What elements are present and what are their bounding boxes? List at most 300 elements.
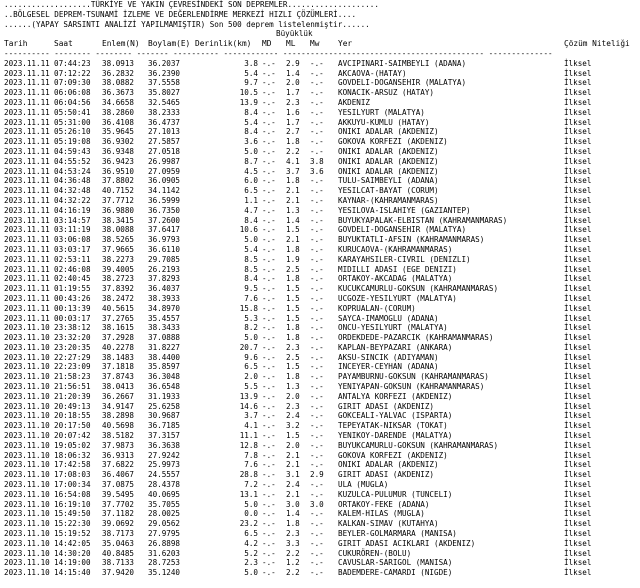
cell-date: 2023.11.10 — [4, 558, 50, 568]
cell-md: -.- — [262, 146, 276, 156]
cell-solution: İlksel — [564, 342, 592, 352]
cell-date: 2023.11.11 — [4, 117, 50, 127]
table-row — [0, 59, 640, 69]
cell-latitude: 36.4067 — [102, 470, 135, 480]
cell-location: ONIKI ADALAR (AKDENIZ) — [338, 460, 439, 470]
cell-md: -.- — [262, 215, 276, 225]
cell-solution: İlksel — [564, 489, 592, 499]
cell-date: 2023.11.11 — [4, 127, 50, 137]
cell-latitude: 40.8485 — [102, 548, 135, 558]
cell-depth: 8.5 — [244, 254, 258, 264]
cell-location: BEYLER-GOLMARMARA (MANISA) — [338, 529, 457, 539]
cell-solution: İlksel — [564, 293, 592, 303]
cell-md: -.- — [262, 274, 276, 284]
cell-depth: 6.5 — [244, 362, 258, 372]
cell-location: AKCAOVA-(HATAY) — [338, 68, 407, 78]
cell-time: 14:42:05 — [54, 538, 91, 548]
cell-solution: İlksel — [564, 460, 592, 470]
cell-location: KAYNAR-(KAHRAMANMARAS) — [338, 195, 439, 205]
cell-md: -.- — [262, 489, 276, 499]
cell-depth: 6.0 — [244, 176, 258, 186]
header-institution: ..BÖLGESEL DEPREM-TSUNAMİ İZLEME VE DEĞERLENDİRME MERKEZİ HIZLI ÇÖZÜMLERİ.... — [4, 9, 357, 19]
cell-solution: İlksel — [564, 97, 592, 107]
cell-solution: İlksel — [564, 391, 592, 401]
cell-location: YESILCAT-BAYAT (CORUM) — [338, 186, 439, 196]
cell-longitude: 40.0695 — [148, 489, 181, 499]
cell-location: AKSU-SINCIK (ADIYAMAN) — [338, 352, 439, 362]
cell-date: 2023.11.11 — [4, 166, 50, 176]
cell-date: 2023.11.11 — [4, 293, 50, 303]
cell-location: GOVDELI-DOGANSEHIR (MALATYA) — [338, 78, 467, 88]
cell-depth: 3.6 — [244, 137, 258, 147]
cell-date: 2023.11.11 — [4, 225, 50, 235]
cell-time: 20:17:50 — [54, 421, 91, 431]
cell-ml: 2.2 — [286, 548, 300, 558]
cell-longitude: 36.9793 — [148, 235, 181, 245]
cell-mw: -.- — [310, 127, 324, 137]
cell-location: KAPLAN-BEYPAZARI (ANKARA) — [338, 342, 453, 352]
cell-solution: İlksel — [564, 529, 592, 539]
table-row — [0, 137, 640, 147]
cell-depth: 8.4 — [244, 215, 258, 225]
cell-md: -.- — [262, 391, 276, 401]
cell-date: 2023.11.10 — [4, 450, 50, 460]
cell-solution: İlksel — [564, 303, 592, 313]
cell-ml: 1.3 — [286, 382, 300, 392]
cell-longitude: 27.9242 — [148, 450, 181, 460]
cell-depth: 0.0 — [244, 509, 258, 519]
cell-depth: 9.5 — [244, 284, 258, 294]
cell-date: 2023.11.10 — [4, 470, 50, 480]
table-row — [0, 402, 640, 412]
cell-location: YESILOVA-ISLAHIYE (GAZIANTEP) — [338, 205, 471, 215]
cell-md: -.- — [262, 186, 276, 196]
cell-solution: İlksel — [564, 499, 592, 509]
cell-md: -.- — [262, 254, 276, 264]
cell-ml: 2.1 — [286, 460, 300, 470]
cell-depth: 23.2 — [239, 519, 258, 529]
cell-location: AVCIPINARI-SAIMBEYLI (ADANA) — [338, 58, 467, 68]
cell-solution: İlksel — [564, 352, 592, 362]
cell-date: 2023.11.11 — [4, 244, 50, 254]
table-row — [0, 88, 640, 98]
cell-solution: İlksel — [564, 431, 592, 441]
cell-time: 04:16:19 — [54, 205, 91, 215]
cell-latitude: 34.6658 — [102, 97, 135, 107]
cell-mw: 3.0 — [310, 499, 324, 509]
cell-latitude: 38.0413 — [102, 382, 135, 392]
cell-md: -.- — [262, 538, 276, 548]
cell-mw: -.- — [310, 88, 324, 98]
cell-time: 05:50:41 — [54, 107, 91, 117]
cell-solution: İlksel — [564, 509, 592, 519]
cell-md: -.- — [262, 137, 276, 147]
cell-date: 2023.11.11 — [4, 274, 50, 284]
cell-time: 07:12:22 — [54, 68, 91, 78]
cell-longitude: 36.0905 — [148, 176, 181, 186]
cell-longitude: 36.7185 — [148, 421, 181, 431]
cell-solution: İlksel — [564, 58, 592, 68]
table-row — [0, 558, 640, 568]
cell-depth: 10.5 — [239, 88, 258, 98]
cell-solution: İlksel — [564, 519, 592, 529]
cell-longitude: 38.2333 — [148, 107, 181, 117]
cell-location: ONCU-YESILYURT (MALATYA) — [338, 323, 448, 333]
cell-depth: 5.4 — [244, 244, 258, 254]
cell-time: 04:55:52 — [54, 156, 91, 166]
cell-time: 05:19:08 — [54, 137, 91, 147]
cell-time: 20:18:55 — [54, 411, 91, 421]
cell-location: PAYAMBURNU-GOKSUN (KAHRAMANMARAS) — [338, 372, 489, 382]
cell-depth: 20.7 — [239, 342, 258, 352]
table-row — [0, 235, 640, 245]
cell-longitude: 32.5465 — [148, 97, 181, 107]
cell-ml: 1.5 — [286, 284, 300, 294]
cell-ml: 2.2 — [286, 146, 300, 156]
cell-longitude: 27.1013 — [148, 127, 181, 137]
cell-time: 07:44:23 — [54, 58, 91, 68]
cell-depth: 5.4 — [244, 68, 258, 78]
cell-md: -.- — [262, 293, 276, 303]
cell-ml: 3.3 — [286, 538, 300, 548]
table-row — [0, 127, 640, 137]
cell-mw: -.- — [310, 480, 324, 490]
cell-time: 21:20:39 — [54, 391, 91, 401]
table-row — [0, 314, 640, 324]
cell-solution: İlksel — [564, 137, 592, 147]
cell-md: -.- — [262, 127, 276, 137]
cell-location: BUYUKTATLI-AFSIN (KAHRAMANMARAS) — [338, 235, 485, 245]
cell-md: -.- — [262, 411, 276, 421]
cell-longitude: 38.3933 — [148, 293, 181, 303]
cell-depth: 8.2 — [244, 323, 258, 333]
cell-date: 2023.11.11 — [4, 254, 50, 264]
cell-mw: 3.8 — [310, 156, 324, 166]
cell-longitude: 27.9795 — [148, 529, 181, 539]
cell-mw: -.- — [310, 568, 324, 578]
cell-date: 2023.11.10 — [4, 411, 50, 421]
cell-solution: İlksel — [564, 538, 592, 548]
cell-latitude: 38.3415 — [102, 215, 135, 225]
cell-time: 16:19:10 — [54, 499, 91, 509]
cell-mw: -.- — [310, 421, 324, 431]
col-cozum: Çözüm Niteliği — [564, 39, 630, 49]
cell-longitude: 37.2600 — [148, 215, 181, 225]
cell-location: YENIKOY-DARENDE (MALATYA) — [338, 431, 453, 441]
cell-location: ONIKI ADALAR (AKDENIZ) — [338, 166, 439, 176]
cell-latitude: 40.5698 — [102, 421, 135, 431]
cell-mw: -.- — [310, 313, 324, 323]
table-row — [0, 167, 640, 177]
cell-location: KURUCAOVA-(KAHRAMANMARAS) — [338, 244, 453, 254]
cell-mw: -.- — [310, 431, 324, 441]
cell-latitude: 37.0875 — [102, 480, 135, 490]
cell-latitude: 38.1483 — [102, 352, 135, 362]
cell-latitude: 36.9302 — [102, 137, 135, 147]
cell-solution: İlksel — [564, 205, 592, 215]
cell-ml: 1.8 — [286, 137, 300, 147]
cell-mw: -.- — [310, 440, 324, 450]
cell-location: ONIKI ADALAR (AKDENIZ) — [338, 156, 439, 166]
cell-solution: İlksel — [564, 274, 592, 284]
cell-mw: -.- — [310, 225, 324, 235]
cell-date: 2023.11.10 — [4, 391, 50, 401]
cell-time: 07:09:30 — [54, 78, 91, 88]
cell-mw: -.- — [310, 391, 324, 401]
cell-md: -.- — [262, 97, 276, 107]
cell-longitude: 30.9687 — [148, 411, 181, 421]
table-row — [0, 245, 640, 255]
cell-longitude: 37.6417 — [148, 225, 181, 235]
header-notice: ......(YAPAY SARSINTI ANALİZİ YAPILMAMIŞTIR) Son 500 deprem listelenmiştir...... — [4, 19, 370, 29]
cell-longitude: 25.6258 — [148, 401, 181, 411]
table-row — [0, 460, 640, 470]
table-row — [0, 323, 640, 333]
cell-time: 04:59:43 — [54, 146, 91, 156]
cell-mw: -.- — [310, 97, 324, 107]
header-rule: ---------- -------- -------- ------- ---------- ------------ -------------------------------------------- -------------- — [4, 48, 553, 58]
cell-md: -.- — [262, 333, 276, 343]
cell-depth: 7.6 — [244, 460, 258, 470]
cell-latitude: 37.7702 — [102, 499, 135, 509]
cell-depth: 5.5 — [244, 382, 258, 392]
cell-mw: -.- — [310, 264, 324, 274]
cell-longitude: 27.0959 — [148, 166, 181, 176]
cell-location: ORTAKOY-AKCADAG (MALATYA) — [338, 274, 453, 284]
cell-md: -.- — [262, 421, 276, 431]
cell-date: 2023.11.10 — [4, 372, 50, 382]
cell-longitude: 36.4737 — [148, 117, 181, 127]
cell-location: GOKCEALI-YALVAC (ISPARTA) — [338, 411, 453, 421]
column-header-row — [0, 39, 640, 49]
cell-ml: 1.7 — [286, 117, 300, 127]
cell-depth: 15.8 — [239, 303, 258, 313]
table-row — [0, 333, 640, 343]
cell-mw: -.- — [310, 254, 324, 264]
cell-solution: İlksel — [564, 421, 592, 431]
cell-time: 01:19:55 — [54, 284, 91, 294]
cell-time: 03:03:17 — [54, 244, 91, 254]
cell-location: BUYUKYAPALAK-ELBISTAN (KAHRAMANMARAS) — [338, 215, 508, 225]
cell-latitude: 37.2928 — [102, 333, 135, 343]
cell-date: 2023.11.10 — [4, 362, 50, 372]
cell-depth: 13.9 — [239, 97, 258, 107]
cell-solution: İlksel — [564, 254, 592, 264]
table-row — [0, 431, 640, 441]
cell-mw: -.- — [310, 323, 324, 333]
cell-mw: -.- — [310, 244, 324, 254]
cell-location: GIRIT ADASI ACIKLARI (AKDENIZ) — [338, 538, 476, 548]
cell-time: 15:22:30 — [54, 519, 91, 529]
cell-latitude: 40.7152 — [102, 186, 135, 196]
cell-time: 04:32:48 — [54, 186, 91, 196]
cell-md: -.- — [262, 205, 276, 215]
cell-ml: 1.5 — [286, 303, 300, 313]
cell-latitude: 37.9873 — [102, 440, 135, 450]
table-row — [0, 108, 640, 118]
table-row — [0, 147, 640, 157]
cell-longitude: 36.4037 — [148, 284, 181, 294]
cell-longitude: 36.5999 — [148, 195, 181, 205]
cell-mw: -.- — [310, 146, 324, 156]
cell-ml: 1.5 — [286, 225, 300, 235]
col-enlem: Enlem(N) — [102, 39, 140, 49]
cell-longitude: 35.8027 — [148, 88, 181, 98]
cell-date: 2023.11.10 — [4, 519, 50, 529]
cell-longitude: 24.5557 — [148, 470, 181, 480]
table-row — [0, 274, 640, 284]
cell-md: -.- — [262, 58, 276, 68]
table-row — [0, 206, 640, 216]
cell-depth: 7.6 — [244, 293, 258, 303]
cell-longitude: 36.6548 — [148, 382, 181, 392]
cell-depth: 7.8 — [244, 450, 258, 460]
cell-md: -.- — [262, 244, 276, 254]
cell-depth: 5.4 — [244, 117, 258, 127]
cell-longitude: 31.1933 — [148, 391, 181, 401]
cell-solution: İlksel — [564, 146, 592, 156]
table-row — [0, 382, 640, 392]
cell-longitude: 35.4557 — [148, 313, 181, 323]
cell-ml: 1.5 — [286, 293, 300, 303]
cell-solution: İlksel — [564, 127, 592, 137]
cell-latitude: 40.5615 — [102, 303, 135, 313]
cell-time: 02:46:08 — [54, 264, 91, 274]
cell-md: -.- — [262, 156, 276, 166]
table-row — [0, 451, 640, 461]
cell-location: KOPRUALAN-(CORUM) — [338, 303, 416, 313]
cell-time: 15:19:52 — [54, 529, 91, 539]
cell-time: 05:31:00 — [54, 117, 91, 127]
cell-solution: İlksel — [564, 166, 592, 176]
cell-mw: -.- — [310, 529, 324, 539]
cell-md: -.- — [262, 519, 276, 529]
table-row — [0, 519, 640, 529]
cell-ml: 1.8 — [286, 244, 300, 254]
cell-depth: 8.4 — [244, 274, 258, 284]
cell-date: 2023.11.11 — [4, 58, 50, 68]
cell-location: ORTAKOY-FEKE (ADANA) — [338, 499, 430, 509]
cell-ml: 2.0 — [286, 391, 300, 401]
header-title: ...................TÜRKİYE VE YAKIN ÇEVRESİNDEKİ SON DEPREMLER.................... — [4, 0, 379, 9]
cell-ml: 2.3 — [286, 401, 300, 411]
cell-time: 04:53:24 — [54, 166, 91, 176]
cell-location: GIRIT ADASI (AKDENIZ) — [338, 401, 435, 411]
cell-longitude: 28.4378 — [148, 480, 181, 490]
cell-time: 06:04:56 — [54, 97, 91, 107]
cell-depth: 8.7 — [244, 156, 258, 166]
cell-depth: 5.0 — [244, 568, 258, 578]
cell-depth: 6.5 — [244, 186, 258, 196]
cell-ml: 2.5 — [286, 352, 300, 362]
cell-md: -.- — [262, 558, 276, 568]
col-saat: Saat — [54, 39, 73, 49]
cell-latitude: 38.0088 — [102, 225, 135, 235]
cell-latitude: 36.9880 — [102, 205, 135, 215]
cell-latitude: 35.9645 — [102, 127, 135, 137]
cell-ml: 3.1 — [286, 470, 300, 480]
cell-mw: -.- — [310, 460, 324, 470]
cell-md: -.- — [262, 382, 276, 392]
cell-ml: 2.3 — [286, 529, 300, 539]
cell-time: 22:27:29 — [54, 352, 91, 362]
cell-latitude: 39.0692 — [102, 519, 135, 529]
table-row — [0, 529, 640, 539]
cell-solution: İlksel — [564, 401, 592, 411]
cell-depth: 8.4 — [244, 107, 258, 117]
cell-solution: İlksel — [564, 333, 592, 343]
cell-depth: 10.6 — [239, 225, 258, 235]
cell-ml: 2.0 — [286, 78, 300, 88]
cell-solution: İlksel — [564, 411, 592, 421]
cell-depth: 2.0 — [244, 372, 258, 382]
cell-mw: -.- — [310, 382, 324, 392]
cell-solution: İlksel — [564, 568, 592, 578]
cell-depth: 5.3 — [244, 313, 258, 323]
cell-md: -.- — [262, 176, 276, 186]
cell-date: 2023.11.11 — [4, 264, 50, 274]
table-row — [0, 118, 640, 128]
cell-ml: 1.5 — [286, 313, 300, 323]
cell-solution: İlksel — [564, 88, 592, 98]
cell-mw: 3.6 — [310, 166, 324, 176]
cell-ml: 1.4 — [286, 509, 300, 519]
cell-latitude: 37.2765 — [102, 313, 135, 323]
cell-depth: 5.0 — [244, 146, 258, 156]
cell-location: AKDENIZ — [338, 97, 371, 107]
cell-md: -.- — [262, 225, 276, 235]
cell-ml: 2.7 — [286, 127, 300, 137]
cell-ml: 2.0 — [286, 440, 300, 450]
cell-depth: 3.8 — [244, 58, 258, 68]
cell-md: -.- — [262, 509, 276, 519]
table-row — [0, 353, 640, 363]
table-row — [0, 490, 640, 500]
cell-latitude: 39.4005 — [102, 264, 135, 274]
cell-date: 2023.11.11 — [4, 303, 50, 313]
cell-time: 14:19:00 — [54, 558, 91, 568]
cell-depth: 8.5 — [244, 264, 258, 274]
cell-time: 16:54:08 — [54, 489, 91, 499]
cell-ml: 3.2 — [286, 421, 300, 431]
cell-time: 23:38:12 — [54, 323, 91, 333]
cell-longitude: 38.4400 — [148, 352, 181, 362]
cell-time: 20:07:42 — [54, 431, 91, 441]
cell-mw: -.- — [310, 411, 324, 421]
buyukluk-label: Büyüklük — [276, 29, 313, 39]
cell-date: 2023.11.11 — [4, 156, 50, 166]
cell-location: GIRIT ADASI (AKDENIZ) — [338, 470, 435, 480]
cell-latitude: 36.3673 — [102, 88, 135, 98]
cell-latitude: 37.1818 — [102, 362, 135, 372]
cell-time: 02:40:45 — [54, 274, 91, 284]
cell-ml: 3.7 — [286, 166, 300, 176]
cell-solution: İlksel — [564, 313, 592, 323]
cell-ml: 2.5 — [286, 264, 300, 274]
cell-depth: 5.0 — [244, 333, 258, 343]
cell-latitude: 34.9147 — [102, 401, 135, 411]
cell-md: -.- — [262, 499, 276, 509]
cell-latitude: 38.2860 — [102, 107, 135, 117]
cell-longitude: 35.8597 — [148, 362, 181, 372]
cell-date: 2023.11.11 — [4, 97, 50, 107]
cell-md: -.- — [262, 323, 276, 333]
cell-date: 2023.11.10 — [4, 342, 50, 352]
cell-depth: 5.0 — [244, 499, 258, 509]
cell-time: 23:20:35 — [54, 342, 91, 352]
cell-ml: 2.1 — [286, 195, 300, 205]
cell-ml: 2.3 — [286, 342, 300, 352]
